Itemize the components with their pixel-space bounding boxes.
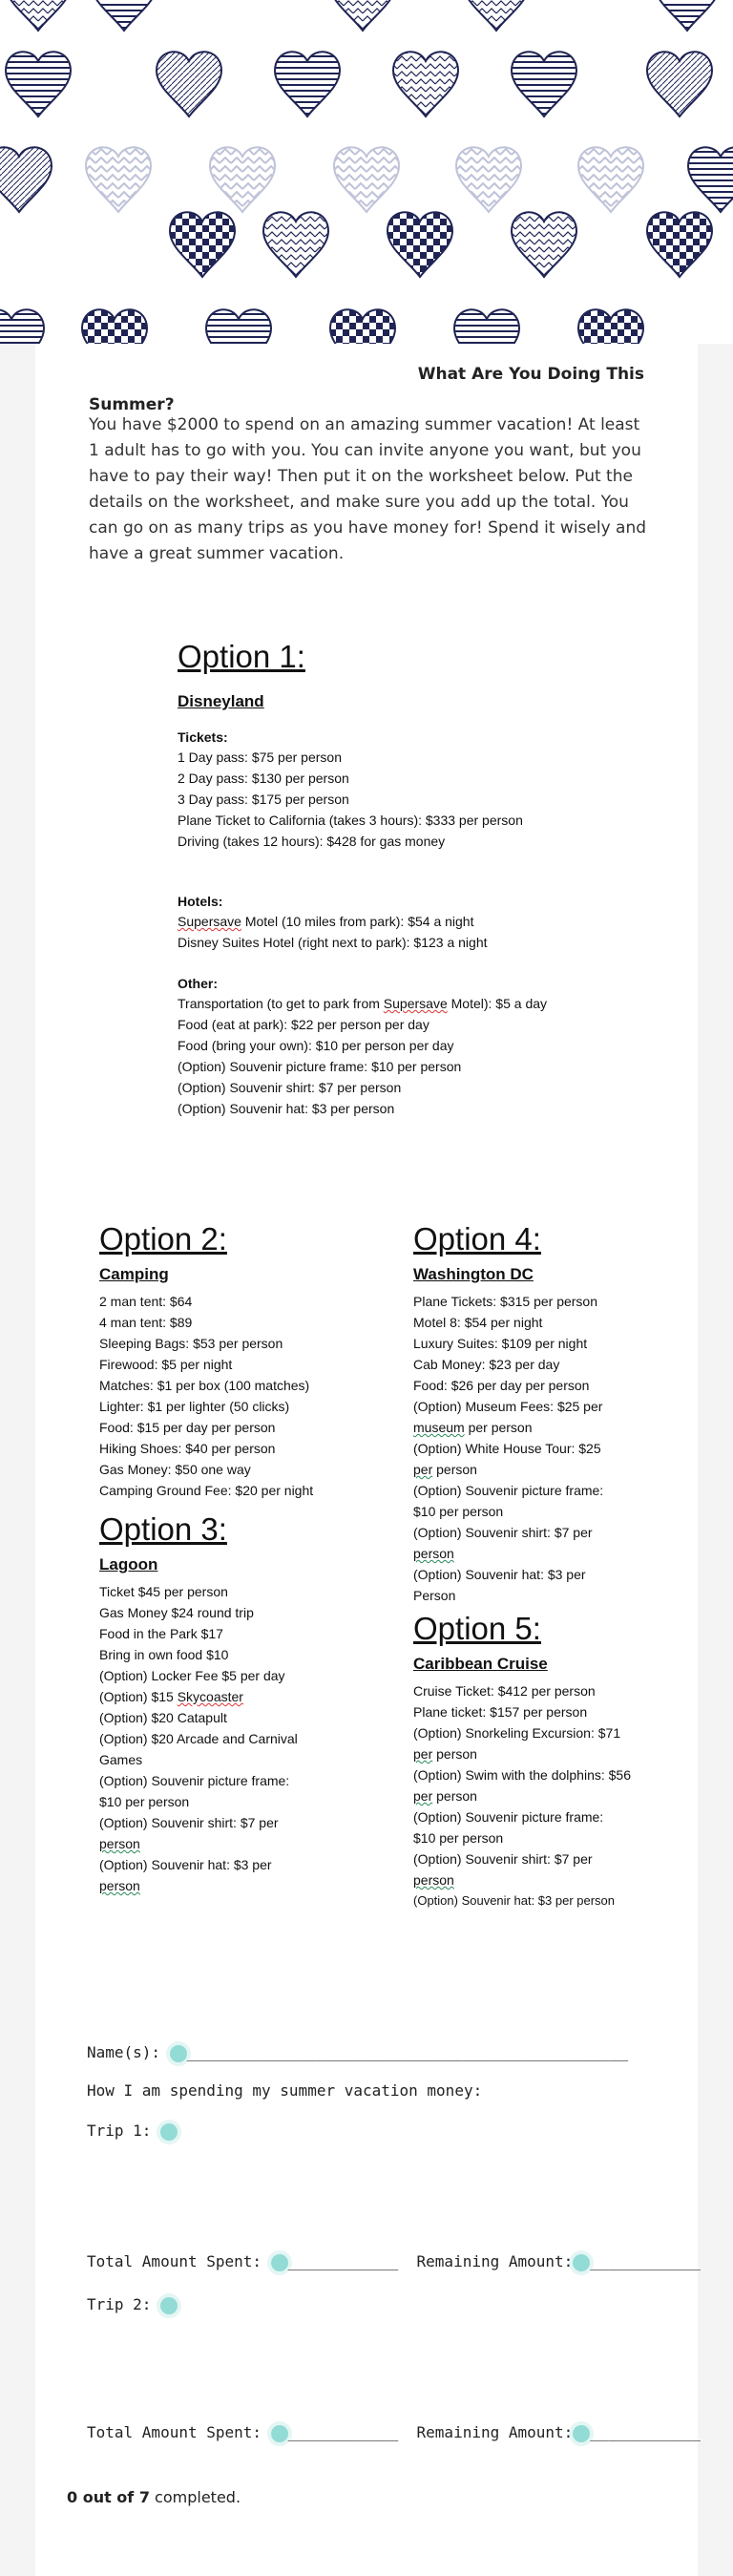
option-4 (413, 1220, 661, 1606)
list-item: Firewood: $5 per night (99, 1357, 233, 1372)
hotels-label: Hotels: (178, 894, 223, 909)
list-item: Person (413, 1588, 456, 1603)
intro-paragraph: You have $2000 to spend on an amazing summer vacation! At least 1 adult has to go with you. You can invite anyone you want, but you have to pay their way! Then put it on the worksheet below. Put the details on the worksheet, and make sure you add up the total. You can go on as many trips as you have money for! Spend it wisely and have a great summer vacation. (89, 415, 647, 563)
list-item: (Option) Souvenir shirt: $7 per (413, 1851, 593, 1867)
list-item: Plane Ticket to California (takes 3 hours): $333 per person (178, 813, 523, 828)
list-item: person (413, 1872, 454, 1888)
list-item: Motel 8: $54 per night (413, 1315, 543, 1330)
remaining-field-marker[interactable] (573, 2254, 590, 2271)
total-field[interactable]: ____________ (287, 2423, 399, 2441)
tickets-label: Tickets: (178, 729, 228, 745)
list-item: Plane ticket: $157 per person (413, 1704, 588, 1720)
remaining-label: Remaining Amount: (416, 2423, 574, 2441)
list-item: per person (413, 1746, 477, 1762)
list-item: Supersave Motel (10 miles from park): $54 a night (178, 914, 474, 929)
name-field-marker[interactable] (170, 2045, 187, 2062)
option-4-heading: Option 4: (413, 1221, 541, 1256)
list-item: (Option) Swim with the dolphins: $56 (413, 1767, 631, 1783)
option-2-heading: Option 2: (99, 1221, 227, 1256)
list-item: person (413, 1546, 454, 1561)
list-item: Gas Money $24 round trip (99, 1605, 254, 1620)
worksheet (35, 344, 701, 2576)
list-item: Gas Money: $50 one way (99, 1462, 251, 1477)
option-1 (178, 638, 674, 1119)
total-row-2 (87, 2423, 701, 2442)
list-item: Sleeping Bags: $53 per person (99, 1336, 283, 1351)
option-5 (413, 1610, 661, 1911)
list-item: (Option) Souvenir shirt: $7 per person (178, 1080, 402, 1095)
option-4-name: Washington DC (413, 1265, 534, 1283)
list-item: (Option) $20 Arcade and Carnival (99, 1731, 298, 1746)
trip-1-row (87, 2122, 178, 2141)
list-item: Driving (takes 12 hours): $428 for gas money (178, 834, 446, 849)
option-3 (99, 1510, 386, 1896)
list-item: Hiking Shoes: $40 per person (99, 1441, 276, 1456)
hearts-icon (0, 0, 733, 344)
list-item: (Option) Souvenir shirt: $7 per (99, 1815, 279, 1830)
option-1-name: Disneyland (178, 692, 264, 710)
list-item: Lighter: $1 per lighter (50 clicks) (99, 1399, 290, 1414)
remaining-field[interactable]: ____________ (590, 2423, 701, 2441)
list-item: per person (413, 1788, 477, 1804)
trip-1-label: Trip 1: (87, 2122, 152, 2140)
trip-2-field[interactable] (160, 2297, 178, 2314)
option-3-heading: Option 3: (99, 1511, 227, 1547)
total-label: Total Amount Spent: (87, 2423, 262, 2441)
list-item: $10 per person (99, 1794, 190, 1809)
list-item: Bring in own food $10 (99, 1647, 229, 1662)
trip-1-field[interactable] (160, 2123, 178, 2141)
list-item: Matches: $1 per box (100 matches) (99, 1378, 310, 1393)
option-5-name: Caribbean Cruise (413, 1655, 548, 1673)
list-item: $10 per person (413, 1830, 504, 1846)
list-item: (Option) Souvenir hat: $3 per person (413, 1893, 616, 1908)
option-1-heading: Option 1: (178, 639, 305, 674)
list-item: (Option) Souvenir picture frame: $10 per person (178, 1059, 462, 1074)
name-field[interactable]: ________________________________________________ (186, 2043, 629, 2061)
list-item: (Option) Museum Fees: $25 per (413, 1399, 603, 1414)
list-item: 2 man tent: $64 (99, 1294, 193, 1309)
list-item: per person (413, 1462, 477, 1477)
total-label: Total Amount Spent: (87, 2252, 262, 2270)
total-field-marker[interactable] (271, 2254, 288, 2271)
list-item: (Option) Souvenir hat: $3 per (99, 1857, 272, 1872)
list-item: museum per person (413, 1420, 533, 1435)
list-item: (Option) Souvenir picture frame: (413, 1483, 604, 1498)
list-item: Cruise Ticket: $412 per person (413, 1683, 596, 1699)
list-item: (Option) Souvenir picture frame: (413, 1809, 604, 1825)
trip-2-row (87, 2295, 178, 2314)
other-label: Other: (178, 976, 218, 991)
list-item: Games (99, 1752, 143, 1767)
page-title-line1: What Are You Doing This (417, 365, 644, 384)
remaining-label: Remaining Amount: (416, 2252, 574, 2270)
list-item: (Option) Souvenir hat: $3 per (413, 1567, 586, 1582)
option-2-name: Camping (99, 1265, 169, 1283)
list-item: Disney Suites Hotel (right next to park): $123 a night (178, 935, 488, 950)
option-5-heading: Option 5: (413, 1611, 541, 1646)
list-item: (Option) White House Tour: $25 (413, 1441, 601, 1456)
list-item: Camping Ground Fee: $20 per night (99, 1483, 314, 1498)
name-row (87, 2043, 628, 2062)
how-label: How I am spending my summer vacation money: (87, 2081, 483, 2100)
list-item: (Option) Souvenir picture frame: (99, 1773, 290, 1788)
list-item: (Option) Souvenir shirt: $7 per (413, 1525, 593, 1540)
list-item: Ticket $45 per person (99, 1584, 228, 1599)
remaining-field-marker[interactable] (573, 2425, 590, 2442)
list-item: 4 man tent: $89 (99, 1315, 193, 1330)
progress-status (67, 2488, 241, 2506)
list-item: $10 per person (413, 1504, 504, 1519)
progress-count: 0 out of 7 (67, 2488, 150, 2506)
list-item: 1 Day pass: $75 per person (178, 750, 342, 765)
list-item: 2 Day pass: $130 per person (178, 771, 349, 786)
list-item: Food (bring your own): $10 per person per day (178, 1038, 454, 1053)
list-item: (Option) Snorkeling Excursion: $71 (413, 1725, 621, 1741)
option-2 (99, 1220, 386, 1501)
list-item: Food: $26 per day per person (413, 1378, 590, 1393)
list-item: Cab Money: $23 per day (413, 1357, 560, 1372)
list-item: Food: $15 per day per person (99, 1420, 276, 1435)
name-label: Name(s): (87, 2043, 161, 2061)
total-row-1 (87, 2252, 701, 2271)
list-item: person (99, 1836, 140, 1851)
remaining-field[interactable]: ____________ (590, 2252, 701, 2270)
list-item: Plane Tickets: $315 per person (413, 1294, 598, 1309)
list-item: (Option) Souvenir hat: $3 per person (178, 1101, 395, 1116)
list-item: (Option) $15 Skycoaster (99, 1689, 243, 1704)
list-item: (Option) Locker Fee $5 per day (99, 1668, 285, 1683)
list-item: Luxury Suites: $109 per night (413, 1336, 588, 1351)
hearts-banner (0, 0, 733, 344)
progress-suffix: completed. (149, 2488, 241, 2506)
list-item: 3 Day pass: $175 per person (178, 792, 349, 807)
total-field-marker[interactable] (271, 2425, 288, 2442)
list-item: Food in the Park $17 (99, 1626, 223, 1641)
trip-2-label: Trip 2: (87, 2295, 152, 2313)
list-item: Transportation (to get to park from Supersave Motel): $5 a day (178, 996, 548, 1011)
page-title (89, 359, 644, 420)
list-item: person (99, 1878, 140, 1893)
list-item: Food (eat at park): $22 per person per day (178, 1017, 429, 1032)
list-item: (Option) $20 Catapult (99, 1710, 227, 1725)
page-title-line2: Summer? (89, 395, 175, 414)
total-field[interactable]: ____________ (287, 2252, 399, 2270)
option-3-name: Lagoon (99, 1555, 158, 1573)
